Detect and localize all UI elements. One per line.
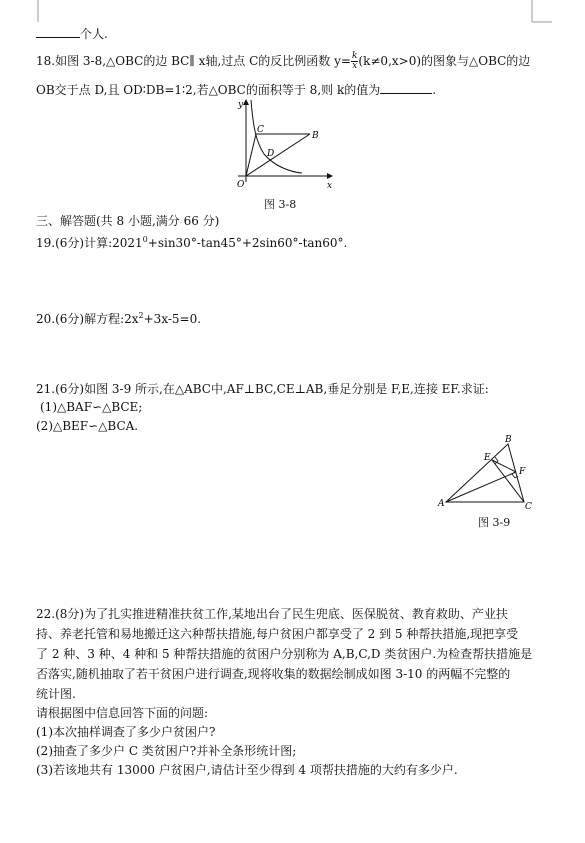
- q17-tail-text: 个人.: [80, 27, 108, 41]
- q22-item-3: (3)若该地共有 13000 户贫困户,请估计至少得到 4 项帮扶措施的大约有多少户.: [36, 763, 458, 777]
- corner-mark-left: [30, 0, 40, 24]
- figure-3-9: [436, 434, 540, 514]
- q21-item-1: (1)△BAF∽△BCE;: [40, 400, 143, 414]
- figure-3-8-caption: 图 3-8: [264, 198, 297, 211]
- q22-line: 否落实,随机抽取了若干贫困户进行调查,现将收集的数据绘制成如图 3-10 的两幅不完整的: [36, 667, 511, 681]
- q20-text: 20.(6分)解方程$:2x^2+3x-5=0$.: [36, 311, 202, 326]
- q18-line-2: OB交于点 D,且 OD∶DB=1∶2,若△OBC的面积等于 8,则 k的值为 .: [36, 83, 437, 97]
- q18-text-suffix: (k≠0,x>0)的图象与△OBC的边: [358, 54, 531, 68]
- figure-3-8: [228, 96, 340, 192]
- label-f: F: [519, 467, 526, 477]
- label-b: B: [505, 435, 512, 445]
- label-y: y: [238, 100, 244, 110]
- q18-text-2: OB交于点 D,且 OD∶DB=1∶2,若△OBC的面积等于 8,则 k的值为: [36, 83, 381, 97]
- label-d: D: [267, 149, 275, 159]
- q18-line-1: [36, 52, 530, 71]
- segment-oc: [246, 134, 256, 176]
- label-c: C: [525, 502, 532, 512]
- section-3-heading: 三、解答题(共 8 小题,满分 66 分): [36, 214, 220, 228]
- corner-mark-right: [530, 0, 554, 24]
- segment-ob: [246, 134, 310, 176]
- q22-item-2: (2)抽查了多少户 C 类贫困户?并补全条形统计图;: [36, 744, 297, 758]
- reciprocal-curve: [251, 100, 302, 173]
- q22-line: 持、养老托管和易地搬迁这六种帮扶措施,每户贫困户都享受了 2 到 5 种帮扶措施,现把享受: [36, 627, 519, 641]
- label-o: O: [237, 180, 245, 190]
- q17-answer-line: [36, 26, 108, 43]
- q21-item-2: (2)△BEF∽△BCA.: [36, 419, 139, 433]
- q19-text: 19.(6分)计算$:2021^0+\sin 30^\circ-\tan 45^\circ+2\sin 60^\circ-\tan 60^\circ$.: [36, 235, 348, 250]
- label-x: x: [327, 181, 333, 191]
- answer-blank[interactable]: [380, 93, 432, 94]
- segment-af: [446, 472, 516, 502]
- q18-fraction: $\frac{k}{x}$: [351, 51, 358, 71]
- q18-text-prefix: 18.如图 3-8,△OBC的边 BC∥ x轴,过点 C的反比例函数 y=: [36, 54, 351, 68]
- q22-prompt: 请根据图中信息回答下面的问题:: [36, 706, 209, 720]
- q22-line: 统计图.: [36, 687, 76, 701]
- q22-block: [36, 604, 556, 780]
- q21-line-1: 21.(6分)如图 3-9 所示,在△ABC中,AF⊥BC,CE⊥AB,垂足分别是 F,E,连接 EF.求证:: [36, 382, 489, 396]
- label-b: B: [312, 131, 319, 141]
- answer-blank[interactable]: [36, 37, 80, 38]
- label-e: E: [484, 453, 491, 463]
- label-c: C: [257, 125, 264, 135]
- label-a: A: [438, 499, 445, 509]
- figure-3-9-caption: 图 3-9: [478, 516, 511, 529]
- q22-item-1: (1)本次抽样调查了多少户贫困户?: [36, 725, 216, 739]
- q22-line: 了 2 种、3 种、4 种和 5 种帮扶措施的贫困户分别称为 A,B,C,D 类贫困户.为检查帮扶措施是: [36, 647, 533, 661]
- q22-line: 22.(8分)为了扎实推进精准扶贫工作,某地出台了民生兜底、医保脱贫、教育救助、产业扶: [36, 607, 508, 621]
